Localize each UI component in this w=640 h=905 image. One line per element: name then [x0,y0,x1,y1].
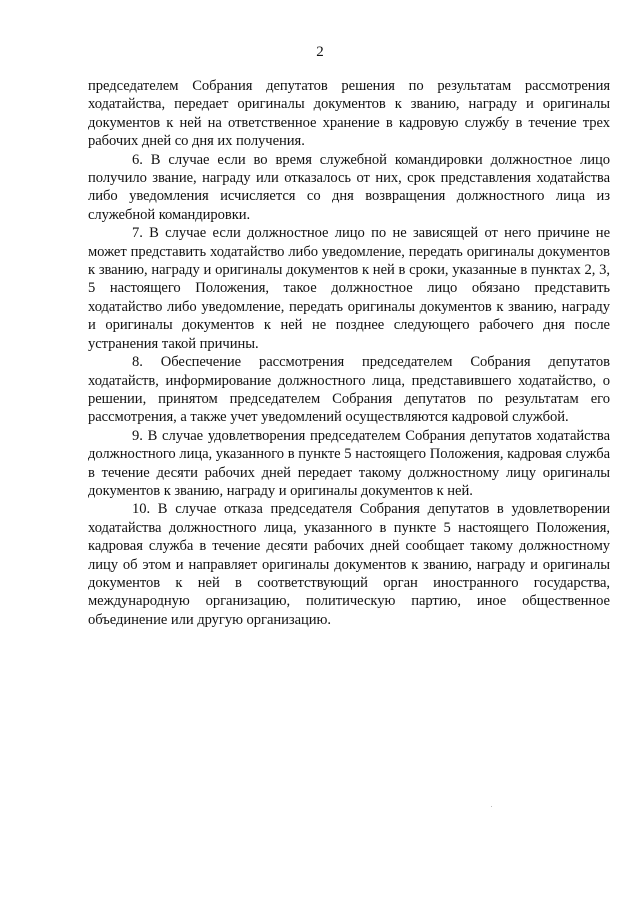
scan-speck [491,806,492,807]
paragraph-9: 9. В случае удовлетворения председателем Собрания депутатов ходатайства должностного лица, указанного в пункте 5 настоящего Положения, кадровая служба в течение десяти рабочих дней передает такому должностному лицу оригиналы документов к званию, награду и оригиналы документов к ней. [88,427,610,499]
paragraph-6: 6. В случае если во время служебной командировки должностное лицо получило звание, награду или отказалось от них, срок представления ходатайства либо уведомления исчисляется со дня возвращения должностного лица из служебной командировки. [88,151,610,223]
paragraph-7: 7. В случае если должностное лицо по не зависящей от него причине не может представить ходатайство либо уведомление, передать оригиналы документов к званию, награду и оригиналы документов к ней в сроки, указанные в пунктах 2, 3, 5 настоящего Положения, такое должностное лицо обязано представить ходатайство либо уведомление, передать оригиналы документов к званию, награду и оригиналы документов к ней не позднее следующего рабочего дня после устранения такой причины. [88,225,610,352]
document-body [88,77,610,629]
paragraph-continuation: председателем Собрания депутатов решения по результатам рассмотрения ходатайства, передает оригиналы документов к званию, награду и оригиналы документов к ней на ответственное хранение в кадровую службу в течение трех рабочих дней со дня их получения. [88,78,610,150]
page-number: 2 [316,44,324,60]
paragraph-8: 8. Обеспечение рассмотрения председателем Собрания депутатов ходатайств, информирование должностного лица, представившего ходатайство, о решении, принятом председателем Собрания депутатов по результатам его рассмотрения, а также учет уведомлений осуществляются кадровой службой. [88,354,610,426]
paragraph-10: 10. В случае отказа председателя Собрания депутатов в удовлетворении ходатайства должностного лица, указанного в пункте 5 настоящего Положения, кадровая служба в течение десяти рабочих дней сообщает такому должностному лицу об этом и направляет оригиналы документов к званию, награду и оригиналы документов к ней в соответствующий орган иностранного государства, международную организацию, политическую партию, иное общественное объединение или другую организацию. [88,501,610,628]
